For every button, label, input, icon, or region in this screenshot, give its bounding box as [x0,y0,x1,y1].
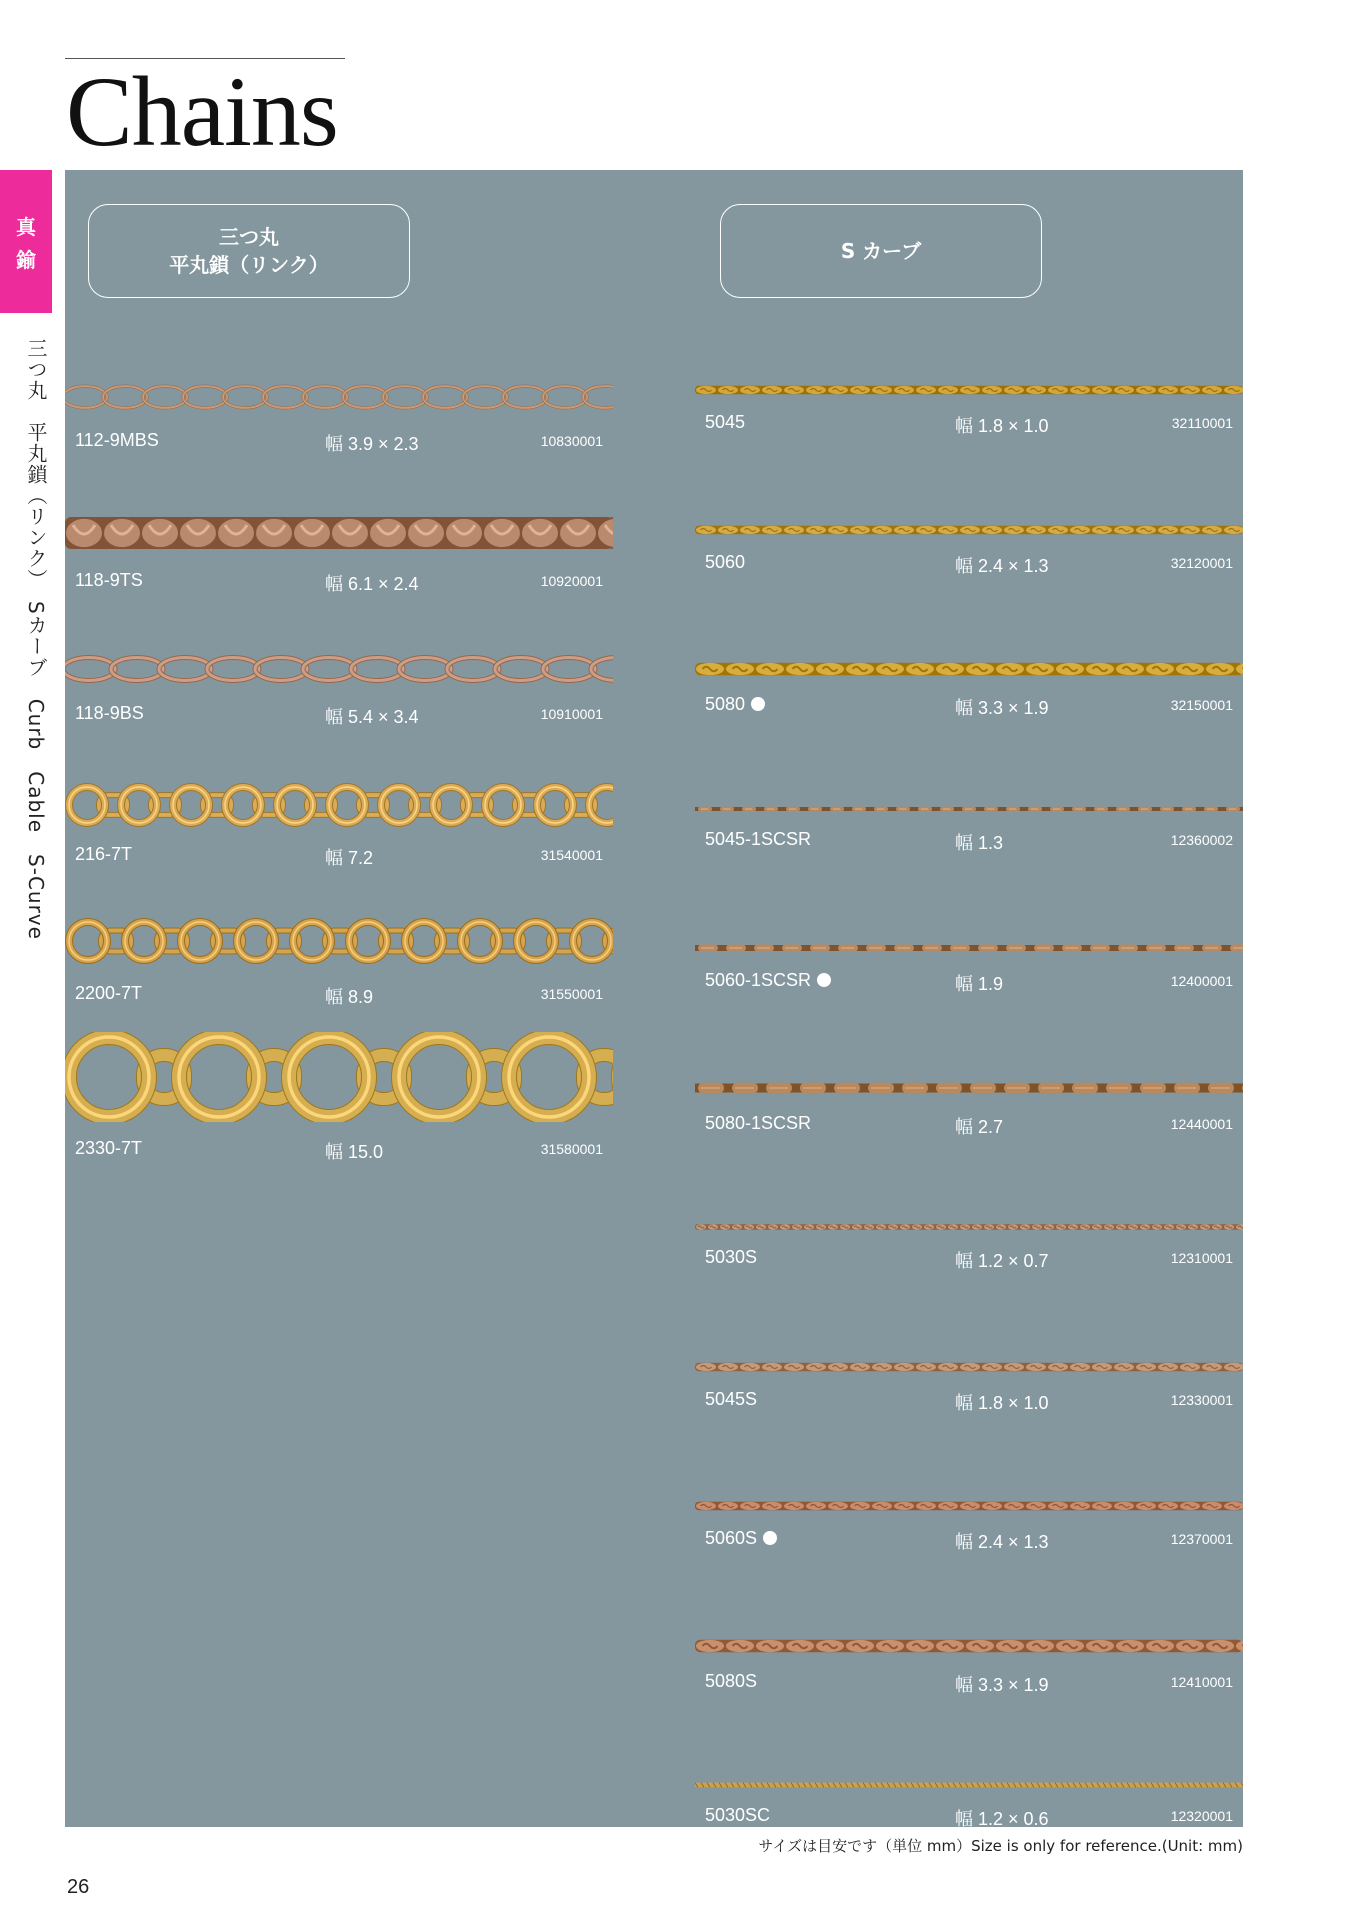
chain-image [695,1079,1243,1097]
chain-strip [65,512,613,554]
chain-name [75,430,159,451]
chain-name [705,1528,777,1549]
chain-image [695,524,1243,536]
chain-size: 幅 1.3 [955,832,1004,853]
chain-image [65,915,613,967]
chain-name [705,1389,757,1410]
chain-name [705,1805,770,1826]
right-chain-item [695,619,1243,739]
chain-image [65,782,613,828]
chain-size: 幅 1.9 [955,974,1004,994]
chain-code: 31550001 [540,986,603,1002]
chain-name [705,970,831,991]
chain-code: 12360002 [1170,831,1233,848]
chain-strip [695,942,1243,954]
chain-size: 幅 3.3 × 1.9 [955,1674,1049,1695]
chain-image [695,1223,1243,1231]
right-chain-item [695,1038,1243,1158]
chain-size: 幅 6.1 × 2.4 [325,574,419,594]
chain-name [705,552,745,573]
right-column-header [720,204,1042,298]
chain-strip [65,915,613,967]
chain-size: 幅 3.3 × 1.9 [955,698,1049,718]
page-title: Chains [66,56,338,167]
chain-code: 10830001 [540,433,603,449]
chain-image [65,380,613,414]
chain-strip [695,1637,1243,1655]
left-chain-item [65,619,613,739]
chain-name [75,703,144,724]
chain-size: 幅 1.8 × 1.0 [955,416,1049,436]
chain-name-text: 2330-7T [75,1138,143,1158]
left-chain-item [65,483,613,603]
chain-image [695,805,1243,813]
chain-name-text: 2200-7T [75,983,143,1003]
chain-name [75,983,142,1004]
chain-name-text: 5060 [705,551,746,572]
left-chain-item [65,347,613,467]
chain-name-text: 5060S [705,1528,758,1548]
right-chain-item [695,1456,1243,1576]
left-chain-item [65,755,613,875]
new-item-dot-icon [763,1531,777,1545]
left-chain-item [65,1027,613,1162]
left-column-header [88,204,410,298]
chain-image [695,1500,1243,1512]
chain-strip [695,660,1243,678]
chain-code: 12370001 [1170,1531,1233,1547]
right-chain-item [695,1317,1243,1437]
chain-name-text: 118-9BS [75,703,144,723]
chain-code: 12400001 [1170,973,1233,989]
chain-strip [695,1223,1243,1231]
chain-strip [695,1781,1243,1789]
chain-code: 10920001 [540,573,603,589]
chain-image [695,1361,1243,1373]
chain-name-text: 5060-1SCSR [705,970,812,990]
chain-size: 幅 1.2 × 0.7 [955,1251,1049,1271]
chain-strip [695,1500,1243,1512]
tab-char-2: 鍮 [16,247,36,272]
chain-code: 12320001 [1170,1808,1233,1824]
chain-name [705,694,765,715]
chain-image [65,512,613,554]
chain-size: 幅 3.9 × 2.3 [325,434,419,454]
chain-name [705,1671,757,1692]
right-chain-item [695,759,1243,879]
size-note: サイズは目安です（単位 mm）Size is only for reference.(Unit: mm) [758,1837,1243,1855]
chain-strip [65,1032,613,1122]
chain-code: 32150001 [1170,697,1233,713]
chain-size: 幅 7.2 [325,848,374,868]
right-chain-item [695,1596,1243,1716]
chain-code: 12310001 [1170,1250,1233,1266]
chain-strip [695,1361,1243,1373]
chain-name [705,412,745,433]
chain-image [695,660,1243,678]
chain-name-text: 216-7T [75,844,133,864]
chain-image [695,942,1243,954]
left-header-line1: 三つ丸 [219,225,279,249]
chain-code: 31540001 [540,847,603,863]
tab-char-1: 真 [16,214,36,239]
chain-name [705,1247,757,1268]
chain-name [705,829,811,850]
vertical-category-list: 三つ丸 平丸鎖（リンク） Sカーブ Curb Cable S-Curve [24,338,48,940]
chain-name [75,844,132,865]
catalog-panel [65,170,1243,1827]
new-item-dot-icon [817,973,831,987]
chain-name-text: 112-9MBS [75,430,159,450]
right-chain-item [695,898,1243,1018]
material-tab [0,170,52,313]
right-chain-item [695,480,1243,600]
chain-name-text: 5080S [705,1670,758,1691]
chain-code: 12330001 [1170,1391,1233,1408]
chain-name-text: 118-9TS [75,570,143,590]
new-item-dot-icon [751,697,765,711]
chain-name [705,1113,811,1134]
chain-size: 幅 2.4 × 1.3 [955,1532,1049,1552]
chain-name-text: 5030S [705,1247,758,1267]
chain-size: 幅 1.2 × 0.6 [955,1809,1049,1829]
chain-code: 32110001 [1171,415,1233,431]
chain-code: 12410001 [1170,1673,1233,1690]
chain-code: 31580001 [540,1141,603,1157]
chain-size: 幅 15.0 [325,1142,384,1162]
right-header-line1: S カーブ [840,239,922,263]
chain-name [75,1138,142,1159]
chain-name-text: 5045-1SCSR [705,828,812,849]
chain-size: 幅 1.8 × 1.0 [955,1392,1049,1413]
chain-name-text: 5080-1SCSR [705,1112,812,1133]
chain-size: 幅 5.4 × 3.4 [325,707,419,727]
chain-code: 12440001 [1170,1115,1233,1132]
chain-image [695,384,1243,396]
chain-strip [695,1079,1243,1097]
chain-image [695,1781,1243,1789]
right-chain-item [695,340,1243,460]
chain-size: 幅 8.9 [325,987,374,1007]
chain-image [695,1637,1243,1655]
chain-size: 幅 2.7 [955,1116,1004,1137]
chain-strip [695,805,1243,813]
chain-strip [65,651,613,687]
left-header-line2: 平丸鎖（リンク） [169,253,329,277]
chain-image [65,1032,613,1122]
chain-strip [695,524,1243,536]
page-number: 26 [67,1876,90,1898]
chain-name-text: 5080 [705,694,746,714]
chain-strip [65,782,613,828]
chain-code: 10910001 [540,706,603,722]
chain-name-text: 5045S [705,1388,758,1409]
chain-size: 幅 2.4 × 1.3 [955,555,1049,576]
chain-name-text: 5030SC [705,1805,771,1825]
chain-image [65,651,613,687]
chain-strip [695,384,1243,396]
chain-strip [65,380,613,414]
chain-name-text: 5045 [705,412,746,432]
right-chain-item [695,1177,1243,1297]
left-chain-item [65,891,613,1011]
chain-name [75,570,143,591]
chain-code: 32120001 [1170,554,1233,571]
